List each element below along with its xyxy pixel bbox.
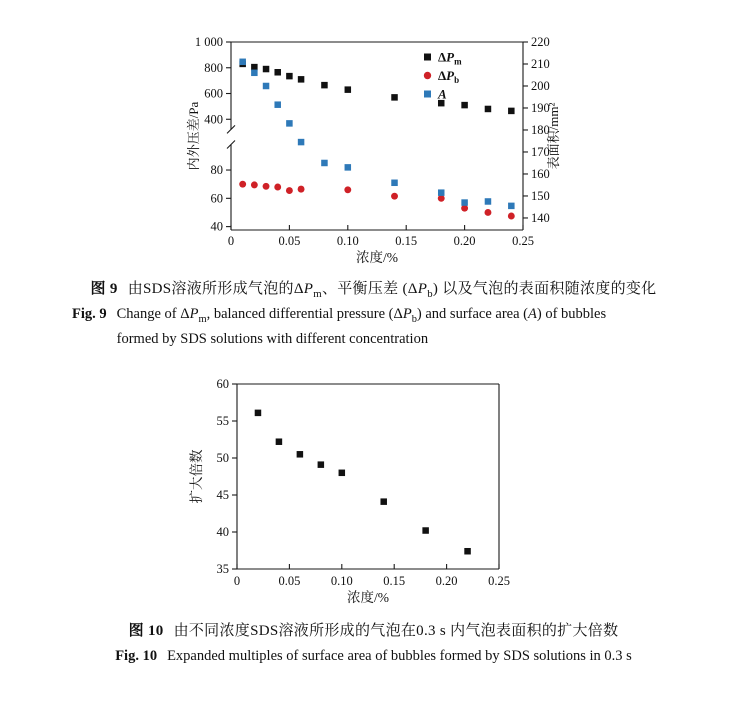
point-dPb xyxy=(485,209,492,216)
point-dPb xyxy=(274,184,281,191)
fig9-caption-zh xyxy=(0,277,747,298)
point-dPb xyxy=(298,186,305,193)
point-dPb xyxy=(286,187,293,194)
svg-text:0.20: 0.20 xyxy=(435,574,458,588)
svg-text:ΔPb: $\Delta P_b$ xyxy=(438,68,460,85)
point-dPb xyxy=(251,181,258,188)
point-dPm xyxy=(508,108,515,115)
point-A xyxy=(251,70,257,77)
svg-text:0.15: 0.15 xyxy=(383,574,406,588)
fig10-caption-en-text: Expanded multiples of surface area of bubbles formed by SDS solutions in 0.3 s xyxy=(167,648,632,664)
fig9-label-en: Fig. 9 xyxy=(72,306,107,322)
point-A xyxy=(438,189,445,196)
point-dPm xyxy=(286,73,293,80)
y-axis-left xyxy=(186,35,231,234)
fig9-chart xyxy=(186,26,566,268)
point-A xyxy=(391,180,398,187)
svg-text:35: 35 xyxy=(216,562,229,576)
point-dPb xyxy=(344,186,351,193)
point-dPb xyxy=(508,213,515,220)
svg-text:170: 170 xyxy=(531,144,550,159)
fig9-caption-zh-text: 由SDS溶液所形成气泡的$\Delta P_m$、平衡压差 $(\Delta P_b)$ 以及气泡的表面积随浓度的变化 xyxy=(127,281,657,300)
fig10-chart xyxy=(185,370,547,608)
svg-text:0.25: 0.25 xyxy=(512,234,534,248)
point-dPm xyxy=(298,76,305,83)
point-multiple xyxy=(422,527,429,534)
point-A xyxy=(461,199,468,206)
svg-text:50: 50 xyxy=(216,451,229,465)
svg-text:60: 60 xyxy=(216,377,229,391)
svg-text:浓度/%: 浓度/% xyxy=(356,250,398,265)
point-A xyxy=(298,139,305,146)
point-dPm xyxy=(274,69,281,76)
svg-text:扩大倍数: 扩大倍数 xyxy=(189,449,204,504)
point-dPm xyxy=(485,106,492,113)
fig9-plot-area xyxy=(227,42,523,230)
svg-text:190: 190 xyxy=(531,100,550,115)
svg-text:1 000: 1 000 xyxy=(194,35,223,49)
point-multiple xyxy=(339,470,346,477)
svg-text:55: 55 xyxy=(216,414,229,428)
svg-text:0.15: 0.15 xyxy=(395,234,418,248)
fig9-caption-en xyxy=(72,302,702,352)
svg-text:内外压差/Pa: 内外压差/Pa xyxy=(186,101,201,171)
point-A xyxy=(321,160,328,167)
point-A xyxy=(485,198,492,205)
point-multiple xyxy=(297,451,304,458)
legend-marker-A xyxy=(424,91,431,98)
point-dPm xyxy=(263,66,270,73)
svg-text:0.05: 0.05 xyxy=(278,574,301,588)
svg-text:150: 150 xyxy=(531,188,550,203)
legend-marker-dPm xyxy=(424,54,431,61)
series-dPb xyxy=(239,181,515,220)
svg-text:40: 40 xyxy=(210,219,223,234)
fig10-caption-zh-text: 由不同浓度SDS溶液所形成的气泡在0.3 s 内气泡表面积的扩大倍数 xyxy=(173,623,619,639)
fig9-caption-en-text: Change of $\Delta P_m$, balanced differential pressure $(\Delta P_b)$ and surface area (A) of bubbles formed by SDS solutions with different concentration xyxy=(116,306,607,347)
fig10-label-en: Fig. 10 xyxy=(115,648,158,664)
series-multiple xyxy=(255,410,471,555)
point-A xyxy=(274,101,281,108)
fig10-plot-area xyxy=(237,384,499,569)
point-multiple xyxy=(380,498,387,505)
svg-text:80: 80 xyxy=(210,163,223,178)
point-multiple xyxy=(276,438,283,445)
point-A xyxy=(239,59,246,66)
fig10-label-zh: 图 10 xyxy=(128,623,164,639)
svg-text:60: 60 xyxy=(210,191,223,206)
x-axis xyxy=(234,564,510,605)
svg-text:160: 160 xyxy=(531,166,550,181)
svg-text:0.05: 0.05 xyxy=(278,234,301,248)
point-multiple xyxy=(318,461,325,468)
svg-text:45: 45 xyxy=(216,488,229,502)
point-dPb xyxy=(391,193,398,200)
point-dPm xyxy=(251,64,257,71)
fig10-caption-zh xyxy=(0,619,747,640)
svg-text:40: 40 xyxy=(216,525,229,539)
svg-text:0.25: 0.25 xyxy=(488,574,510,588)
point-dPb xyxy=(263,183,270,190)
svg-text:0.10: 0.10 xyxy=(336,234,359,248)
point-dPm xyxy=(321,82,328,89)
svg-text:180: 180 xyxy=(531,122,550,137)
point-multiple xyxy=(255,410,262,417)
svg-text:0: 0 xyxy=(233,574,241,588)
svg-text:220: 220 xyxy=(531,35,550,49)
point-A xyxy=(263,83,270,90)
svg-text:800: 800 xyxy=(204,60,223,75)
point-A xyxy=(345,164,352,171)
x-axis xyxy=(228,225,534,265)
legend-marker-dPb xyxy=(424,72,431,79)
point-A xyxy=(508,203,515,210)
svg-text:浓度/%: 浓度/% xyxy=(347,590,389,605)
svg-text:0: 0 xyxy=(227,234,235,248)
fig9-label-zh: 图 9 xyxy=(90,281,118,297)
svg-text:A: A xyxy=(438,86,447,102)
point-multiple xyxy=(464,548,471,555)
y-axis-right xyxy=(523,35,561,225)
point-dPm xyxy=(391,94,398,101)
point-dPm xyxy=(461,102,468,109)
point-dPm xyxy=(345,86,352,93)
svg-text:400: 400 xyxy=(204,112,223,127)
svg-text:600: 600 xyxy=(204,86,223,101)
svg-text:0.10: 0.10 xyxy=(330,574,353,588)
fig10-caption-en xyxy=(0,644,747,669)
svg-text:200: 200 xyxy=(531,78,550,93)
point-A xyxy=(286,120,293,127)
legend xyxy=(424,50,462,102)
svg-text:210: 210 xyxy=(531,56,550,71)
y-axis xyxy=(188,377,237,576)
svg-text:140: 140 xyxy=(531,210,550,225)
svg-text:ΔPm: $\Delta P_m$ xyxy=(438,49,462,67)
svg-text:0.20: 0.20 xyxy=(453,234,476,248)
svg-text:表面积/mm²: 表面积/mm² xyxy=(546,102,561,170)
point-dPb xyxy=(239,181,246,188)
